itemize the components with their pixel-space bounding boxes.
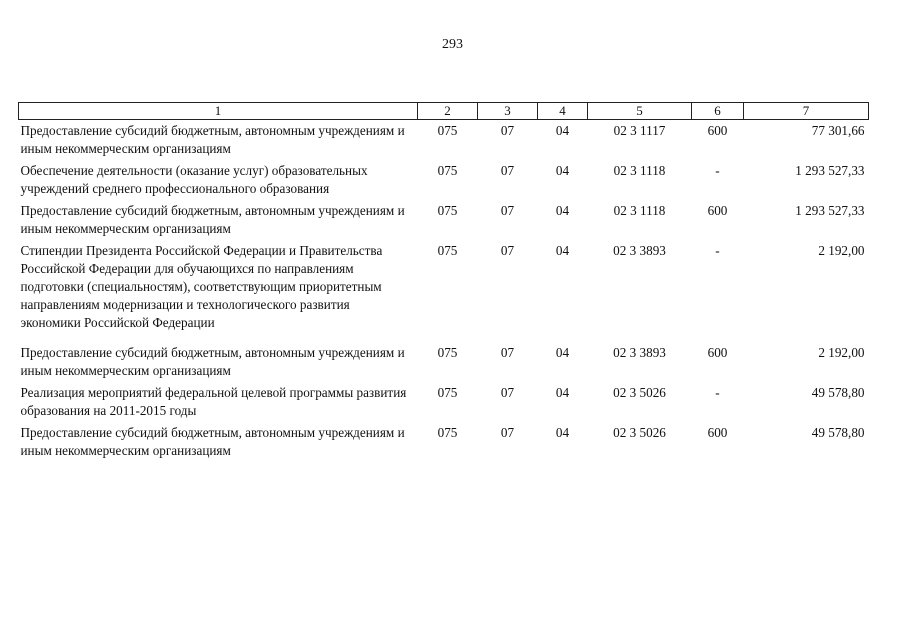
row-amount: 1 293 527,33	[795, 203, 865, 218]
row-amount: 49 578,80	[811, 425, 865, 440]
row-ministry: 075	[437, 123, 458, 138]
table-row	[19, 342, 869, 382]
row-section: 07	[500, 243, 515, 258]
row-ministry: 075	[437, 425, 458, 440]
table-row	[19, 120, 869, 161]
row-description: Обеспечение деятельности (оказание услуг) образовательных учреждений среднего профессионального образования	[20, 163, 368, 196]
header-row	[19, 103, 869, 120]
row-section: 07	[500, 385, 515, 400]
row-subsection: 04	[555, 385, 570, 400]
row-type: 600	[707, 203, 728, 218]
page-number: 293	[442, 37, 463, 52]
row-section: 07	[500, 425, 515, 440]
header-col-2: 2	[418, 103, 478, 120]
table-row	[19, 160, 869, 200]
row-target: 02 3 1118	[613, 163, 666, 178]
row-amount: 77 301,66	[811, 123, 865, 138]
header-col-1: 1	[19, 103, 418, 120]
row-ministry: 075	[437, 243, 458, 258]
row-subsection: 04	[555, 123, 570, 138]
table-row	[19, 422, 869, 462]
header-col-3: 3	[478, 103, 538, 120]
row-description: Предоставление субсидий бюджетным, автономным учреждениям и иным некоммерческим организациям	[20, 203, 405, 236]
row-section: 07	[500, 163, 515, 178]
row-target: 02 3 3893	[613, 345, 666, 360]
row-amount: 2 192,00	[818, 345, 865, 360]
table-row	[19, 382, 869, 422]
row-type: -	[715, 385, 720, 400]
row-target: 02 3 1118	[613, 203, 666, 218]
header-col-5: 5	[588, 103, 692, 120]
row-ministry: 075	[437, 385, 458, 400]
row-target: 02 3 3893	[613, 243, 666, 258]
row-section: 07	[500, 345, 515, 360]
row-type: -	[715, 243, 720, 258]
row-type: -	[715, 163, 720, 178]
row-target: 02 3 5026	[613, 425, 666, 440]
row-description: Стипендии Президента Российской Федерации и Правительства Российской Федерации для обучающихся по направлениям подготовки (специальностям), соответствующим приоритетным направлениям модернизации и технологического развития экономики Российской Федерации	[20, 243, 383, 330]
row-description: Предоставление субсидий бюджетным, автономным учреждениям и иным некоммерческим организациям	[20, 123, 405, 156]
row-section: 07	[500, 123, 515, 138]
row-subsection: 04	[555, 163, 570, 178]
row-type: 600	[707, 425, 728, 440]
row-description: Предоставление субсидий бюджетным, автономным учреждениям и иным некоммерческим организациям	[20, 345, 405, 378]
table-row	[19, 240, 869, 342]
row-subsection: 04	[555, 425, 570, 440]
row-ministry: 075	[437, 163, 458, 178]
row-target: 02 3 1117	[613, 123, 666, 138]
row-subsection: 04	[555, 203, 570, 218]
row-amount: 1 293 527,33	[795, 163, 865, 178]
row-description: Предоставление субсидий бюджетным, автономным учреждениям и иным некоммерческим организациям	[20, 425, 405, 458]
row-description: Реализация мероприятий федеральной целевой программы развития образования на 2011-2015 годы	[20, 385, 407, 418]
budget-table	[18, 102, 869, 462]
row-type: 600	[707, 345, 728, 360]
row-subsection: 04	[555, 243, 570, 258]
row-amount: 49 578,80	[811, 385, 865, 400]
row-section: 07	[500, 203, 515, 218]
row-ministry: 075	[437, 203, 458, 218]
row-ministry: 075	[437, 345, 458, 360]
row-amount: 2 192,00	[818, 243, 865, 258]
row-target: 02 3 5026	[613, 385, 666, 400]
header-col-6: 6	[692, 103, 744, 120]
row-type: 600	[707, 123, 728, 138]
header-col-4: 4	[538, 103, 588, 120]
table-row	[19, 200, 869, 240]
header-col-7: 7	[744, 103, 869, 120]
row-subsection: 04	[555, 345, 570, 360]
